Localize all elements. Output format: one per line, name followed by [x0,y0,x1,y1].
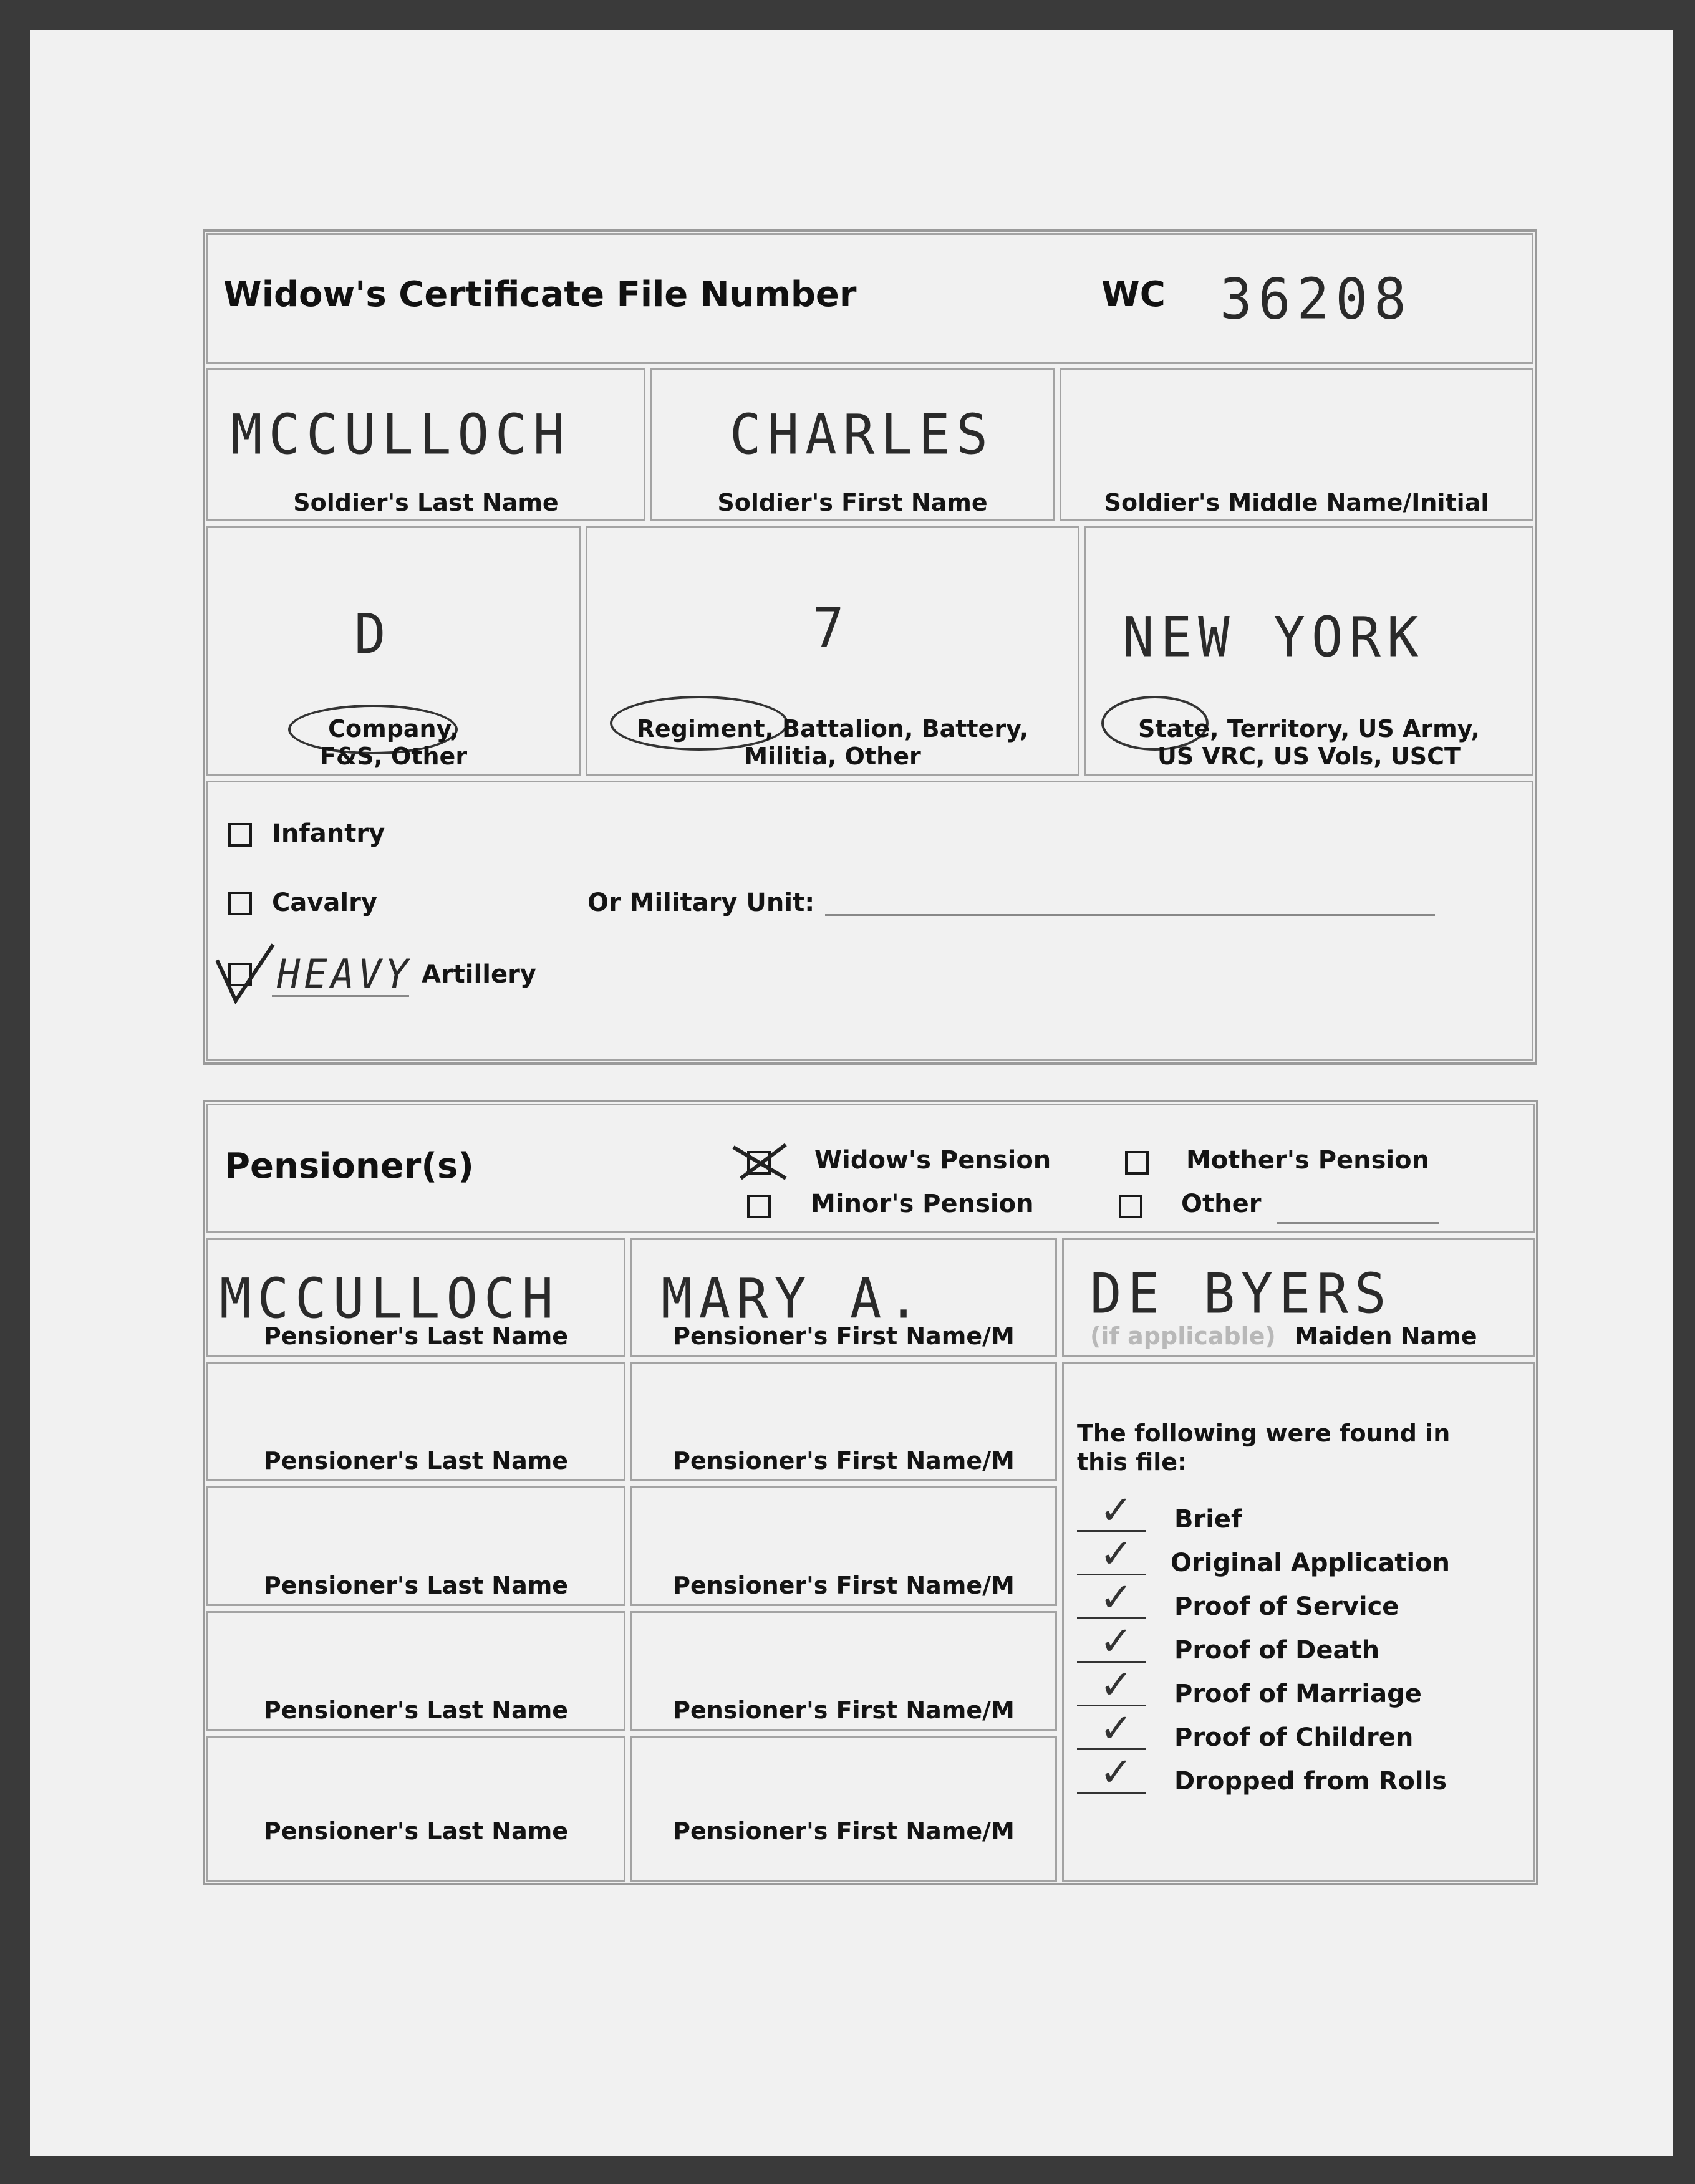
pensioner-last-name-cell-5 [206,1736,625,1882]
pensioner-last-name-label-2: Pensioner's Last Name [263,1447,569,1474]
check-icon: ✓ [1099,1706,1133,1752]
pensioner-first-name-label-2: Pensioner's First Name/M [673,1447,1015,1474]
artillery-label: Artillery [422,960,536,989]
pensioner-last-name-label-5: Pensioner's Last Name [263,1817,569,1845]
maiden-name-label: Maiden Name [1295,1322,1477,1350]
pensioner-first-name-label-5: Pensioner's First Name/M [673,1817,1015,1845]
pensioner-last-name-label-1: Pensioner's Last Name [263,1322,569,1350]
other-pension-checkbox[interactable] [1119,1195,1142,1218]
widows-pension-label: Widow's Pension [814,1146,1051,1175]
soldier-first-name-label: Soldier's First Name [717,489,988,516]
artillery-prefix-value: HEAVY [277,950,412,998]
maiden-name-value: DE BYERS [1090,1261,1393,1326]
found-item-label: Proof of Marriage [1174,1680,1422,1708]
pensioner-last-name-value-1: MCCULLOCH [220,1266,560,1331]
soldier-first-name-value: CHARLES [730,402,995,467]
soldier-last-name-label: Soldier's Last Name [293,489,559,516]
pensioners-title: Pensioner(s) [225,1146,474,1186]
soldier-last-name-value: MCCULLOCH [231,402,571,467]
found-item[interactable] [1077,1531,1526,1589]
pensioner-first-name-label-4: Pensioner's First Name/M [673,1696,1015,1724]
file-number-title: Widow's Certificate File Number [223,274,857,315]
infantry-checkbox[interactable] [228,823,252,847]
found-heading-line1: The following were found in [1077,1420,1451,1447]
soldier-middle-name-label: Soldier's Middle Name/Initial [1104,489,1489,516]
mothers-pension-checkbox[interactable] [1125,1151,1149,1175]
found-item[interactable] [1077,1619,1526,1676]
maiden-if-applicable-label: (if applicable) [1090,1322,1276,1350]
pensioner-first-name-label-1: Pensioner's First Name/M [673,1322,1015,1350]
military-unit-label: Or Military Unit: [587,888,815,917]
pensioner-last-name-label-4: Pensioner's Last Name [263,1696,569,1724]
found-heading-line2: this file: [1077,1448,1187,1476]
found-item[interactable] [1077,1749,1526,1807]
cavalry-label: Cavalry [272,888,377,917]
company-label-line1: Company, [328,715,459,743]
regiment-value: 7 [813,595,851,660]
found-item[interactable] [1077,1488,1526,1545]
wc-number-value: 36208 [1220,266,1412,332]
found-item[interactable] [1077,1706,1526,1763]
minors-pension-checkbox[interactable] [747,1195,771,1218]
military-unit-line[interactable] [825,914,1435,916]
minors-pension-label: Minor's Pension [811,1190,1034,1218]
found-item-label: Proof of Service [1174,1592,1399,1621]
found-item-label: Dropped from Rolls [1174,1767,1447,1796]
pensioner-first-name-value-1: MARY A. [661,1266,926,1331]
company-value: D [354,602,392,666]
artillery-check-icon [211,941,279,1010]
check-icon: ✓ [1099,1749,1133,1796]
infantry-label: Infantry [272,819,385,848]
found-item[interactable] [1077,1575,1526,1632]
state-label-line1: State, Territory, US Army, [1138,715,1480,743]
found-item-label: Proof of Children [1174,1723,1414,1752]
check-icon: ✓ [1099,1488,1133,1534]
found-item-label: Brief [1174,1505,1242,1534]
widows-pension-x-icon [728,1140,791,1183]
wc-label: WC [1101,274,1166,315]
mothers-pension-label: Mother's Pension [1186,1146,1430,1175]
found-item[interactable] [1077,1662,1526,1720]
company-label-line2: F&S, Other [319,743,468,770]
form-page [30,30,1673,2156]
check-icon: ✓ [1099,1531,1133,1577]
state-label-line2: US VRC, US Vols, USCT [1157,743,1461,770]
regiment-label-line2: Militia, Other [744,743,921,770]
check-icon: ✓ [1099,1575,1133,1621]
other-pension-line[interactable] [1277,1222,1439,1224]
pensioner-first-name-cell-5 [630,1736,1057,1882]
artillery-prefix-line [272,995,409,997]
branch-cell [206,781,1533,1061]
state-value: NEW YORK [1123,605,1425,670]
regiment-label-line1: Regiment, Battalion, Battery, [636,715,1029,743]
found-item-label: Original Application [1171,1549,1451,1577]
pensioner-first-name-label-3: Pensioner's First Name/M [673,1572,1015,1599]
other-pension-label: Other [1181,1190,1262,1218]
pensioner-last-name-label-3: Pensioner's Last Name [263,1572,569,1599]
cavalry-checkbox[interactable] [228,892,252,915]
check-icon: ✓ [1099,1662,1133,1708]
found-item-label: Proof of Death [1174,1636,1380,1665]
check-icon: ✓ [1099,1619,1133,1665]
